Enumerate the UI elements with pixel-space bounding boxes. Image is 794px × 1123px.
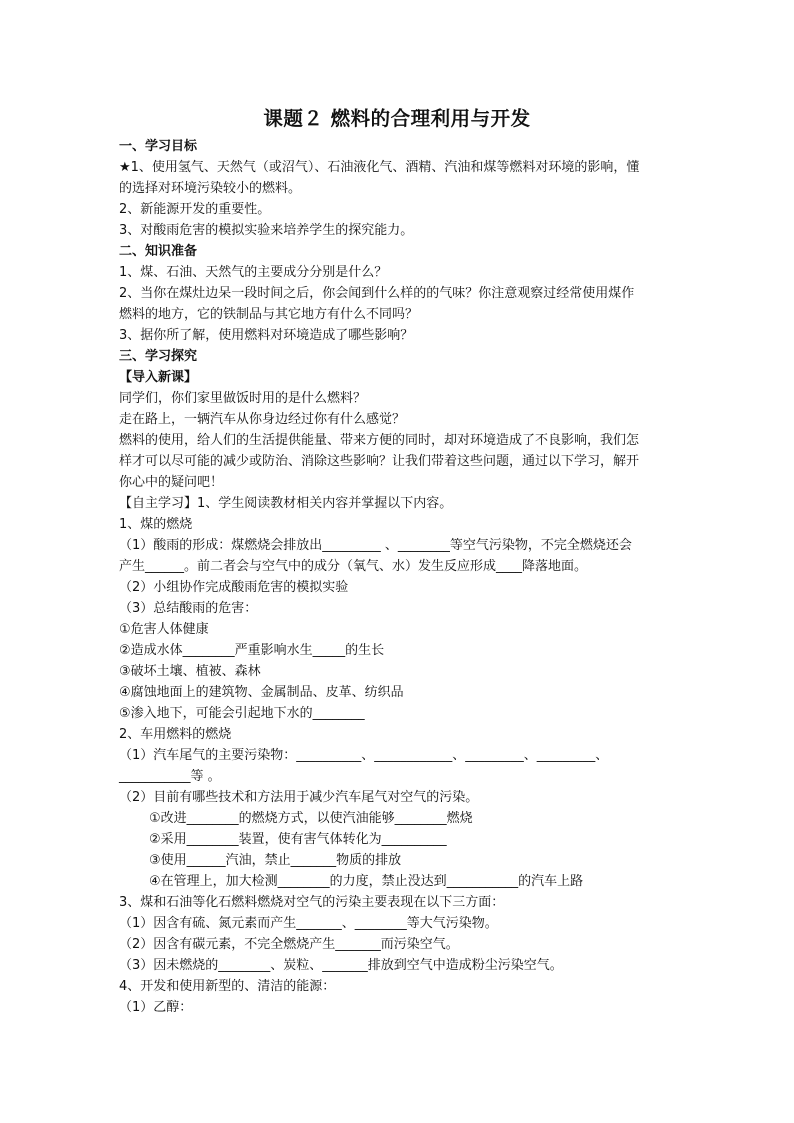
text-line: 燃料的使用，给人们的生活提供能量、带来方便的同时，却对环境造成了不良影响，我们怎 — [119, 433, 640, 448]
section-heading: 二、知识准备 — [119, 244, 198, 259]
text-line: 1、煤、石油、天然气的主要成分分别是什么？ — [119, 265, 388, 280]
text-line: 走在路上，一辆汽车从你身边经过你有什么感觉？ — [119, 412, 406, 427]
text-line: （2）小组协作完成酸雨危害的模拟实验 — [119, 580, 349, 595]
text-line: 3、对酸雨危害的模拟实验来培养学生的探究能力。 — [119, 223, 414, 238]
text-line: （1）乙醇： — [119, 1000, 193, 1015]
text-line: 1、煤的燃烧 — [119, 517, 193, 532]
text-line: ③破坏土壤、植被、森林 — [119, 664, 261, 679]
text-line: （1）酸雨的形成：煤燃烧会排放出_________ 、________等空气污染物，不完全燃烧还会 — [119, 538, 632, 553]
text-line: 2、当你在煤灶边呆一段时间之后，你会闻到什么样的的气味？你注意观察过经常使用煤作 — [119, 286, 635, 301]
text-line: ★1、使用氢气、天然气（或沼气）、石油液化气、酒精、汽油和煤等燃料对环境的影响，懂 — [119, 160, 640, 175]
section-heading: 【导入新课】 — [119, 370, 198, 385]
text-line: 燃料的地方，它的铁制品与其它地方有什么不同吗？ — [119, 307, 419, 322]
text-line: 2、新能源开发的重要性。 — [119, 202, 271, 217]
text-line: ②采用________装置，使有害气体转化为__________ — [149, 832, 447, 847]
text-line: （3）因未燃烧的________、炭粒、_______排放到空气中造成粉尘污染空气。 — [119, 958, 563, 973]
text-line: ③使用______汽油，禁止_______物质的排放 — [149, 853, 402, 868]
text-line: 你心中的疑问吧！ — [119, 475, 224, 490]
text-line: 4、开发和使用新型的、清洁的能源： — [119, 979, 336, 994]
text-line: 的选择对环境污染较小的燃料。 — [119, 181, 302, 196]
text-line: ①危害人体健康 — [119, 622, 209, 637]
page-title: 课题２ 燃料的合理利用与开发 — [263, 107, 531, 130]
text-line: ④在管理上，加大检测________的力度，禁止没达到___________的汽车上路 — [149, 874, 584, 889]
text-line: ①改进________的燃烧方式，以使汽油能够________燃烧 — [149, 811, 473, 826]
section-heading: 三、学习探究 — [119, 349, 198, 364]
text-line: 同学们，你们家里做饭时用的是什么燃料？ — [119, 391, 367, 406]
text-line: （2）目前有哪些技术和方法用于减少汽车尾气对空气的污染。 — [119, 790, 479, 805]
text-line: ⑤渗入地下，可能会引起地下水的________ — [119, 706, 365, 721]
text-line: ②造成水体________严重影响水生_____的生长 — [119, 643, 385, 658]
text-line: （2）因含有碳元素，不完全燃烧产生_______而污染空气。 — [119, 937, 459, 952]
text-line: 【自主学习】1、学生阅读教材相关内容并掌握以下内容。 — [119, 496, 453, 511]
text-line: （1）汽车尾气的主要污染物：__________、____________、_________、_________、 — [119, 748, 609, 763]
text-line: （1）因含有硫、氮元素而产生_______、________等大气污染物。 — [119, 916, 498, 931]
text-line: ④腐蚀地面上的建筑物、金属制品、皮革、纺织品 — [119, 685, 404, 700]
text-line: 产生______。前二者会与空气中的成分（氧气、水）发生反应形成____降落地面。 — [119, 559, 588, 574]
text-line: （3）总结酸雨的危害： — [119, 601, 258, 616]
document-body — [119, 136, 679, 1018]
text-line: ___________等 。 — [119, 769, 221, 784]
text-line: 3、据你所了解，使用燃料对环境造成了哪些影响？ — [119, 328, 414, 343]
text-line: 2、车用燃料的燃烧 — [119, 727, 232, 742]
text-line: 3、煤和石油等化石燃料燃烧对空气的污染主要表现在以下三方面： — [119, 895, 505, 910]
section-heading: 一、学习目标 — [119, 139, 198, 154]
text-line: 样才可以尽可能的减少或防治、消除这些影响？让我们带着这些问题，通过以下学习，解开 — [119, 454, 640, 469]
